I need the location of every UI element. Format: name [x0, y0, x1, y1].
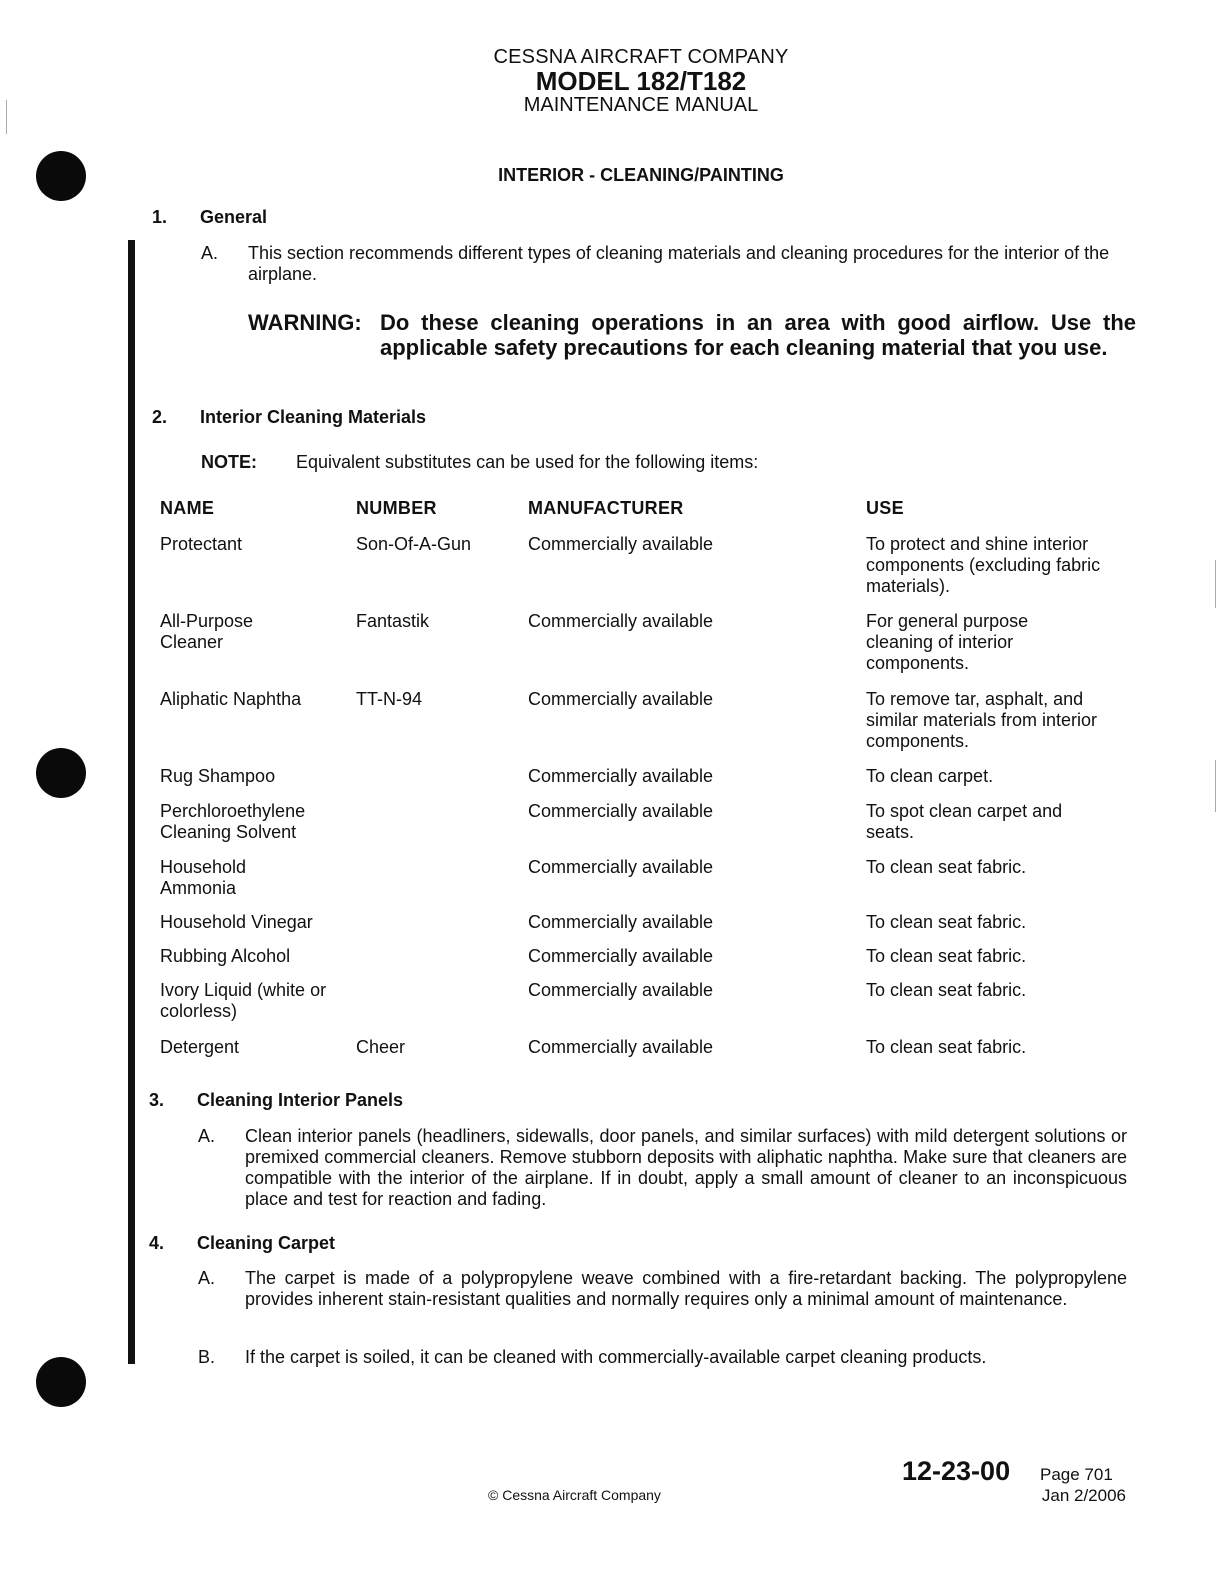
cell-manufacturer: Commercially available [528, 912, 714, 932]
punch-hole-middle [36, 748, 86, 798]
section-number: 2. [152, 407, 168, 427]
column-header-manufacturer: MANUFACTURER [528, 498, 684, 518]
note-text: Equivalent substitutes can be used for the following items: [296, 452, 759, 472]
cell-use: To protect and shine interior components (excluding fabric materials). [866, 534, 1101, 596]
cell-manufacturer: Commercially available [528, 534, 714, 554]
cell-manufacturer: Commercially available [528, 980, 714, 1000]
section-code: 12-23-00 [902, 1456, 1011, 1486]
revision-change-bar [128, 240, 135, 1364]
warning-label: WARNING: [248, 310, 362, 335]
cell-manufacturer: Commercially available [528, 857, 714, 877]
cell-manufacturer: Commercially available [528, 801, 714, 821]
general-paragraph: This section recommends different types of cleaning materials and cleaning procedures for the interior of the airplane. [248, 243, 1110, 284]
section-number: 1. [152, 207, 168, 227]
column-header-name: NAME [160, 498, 215, 518]
cell-name: Protectant [160, 534, 243, 554]
item-letter: B. [198, 1347, 216, 1367]
cell-manufacturer: Commercially available [528, 689, 714, 709]
carpet-paragraph-b: If the carpet is soiled, it can be cleaned with commercially-available carpet cleaning products. [245, 1347, 987, 1367]
cell-use: To remove tar, asphalt, and similar materials from interior components. [866, 689, 1098, 751]
cell-use: To clean seat fabric. [866, 980, 1027, 1000]
cell-number: Son-Of-A-Gun [356, 534, 472, 554]
warning-text: Do these cleaning operations in an area with good airflow. Use the applicable safety precautions for each cleaning material that you use. [380, 310, 1136, 360]
page-title: INTERIOR - CLEANING/PAINTING [498, 165, 784, 185]
model-title: MODEL 182/T182 [535, 66, 747, 96]
cell-number: Cheer [356, 1037, 406, 1057]
cell-name: Aliphatic Naphtha [160, 689, 302, 709]
copyright: © Cessna Aircraft Company [488, 1487, 661, 1503]
company-name: CESSNA AIRCRAFT COMPANY [493, 46, 789, 68]
cell-use: To clean seat fabric. [866, 912, 1027, 932]
item-letter: A. [198, 1268, 216, 1288]
cell-use: To clean carpet. [866, 766, 994, 786]
cell-name: Rug Shampoo [160, 766, 276, 786]
punch-hole-bottom [36, 1357, 86, 1407]
scan-mark [1215, 760, 1216, 812]
section-title-panels: Cleaning Interior Panels [197, 1090, 404, 1110]
cell-use: To clean seat fabric. [866, 1037, 1027, 1057]
carpet-paragraph-a: The carpet is made of a polypropylene weave combined with a fire-retardant backing. The polypropylene provides inherent stain-resistant qualities and normally requires only a minimal amount of maintenance. [245, 1268, 1127, 1309]
cell-use: For general purpose cleaning of interior components. [866, 611, 1029, 673]
scan-mark [1215, 560, 1216, 608]
column-header-number: NUMBER [356, 498, 437, 518]
revision-date: Jan 2/2006 [1041, 1486, 1126, 1505]
cell-use: To clean seat fabric. [866, 857, 1027, 877]
item-letter: A. [201, 243, 219, 263]
section-number: 3. [149, 1090, 165, 1110]
cell-number: TT-N-94 [356, 689, 423, 709]
item-letter: A. [198, 1126, 216, 1146]
cell-name: All-Purpose Cleaner [160, 611, 254, 652]
cell-use: To spot clean carpet and seats. [866, 801, 1063, 842]
section-title-general: General [200, 207, 268, 227]
section-number: 4. [149, 1233, 165, 1253]
section-title-carpet: Cleaning Carpet [197, 1233, 336, 1253]
cell-name: Detergent [160, 1037, 240, 1057]
cell-manufacturer: Commercially available [528, 766, 714, 786]
cell-manufacturer: Commercially available [528, 1037, 714, 1057]
section-title-materials: Interior Cleaning Materials [200, 407, 427, 427]
cell-manufacturer: Commercially available [528, 611, 714, 631]
cell-use: To clean seat fabric. [866, 946, 1027, 966]
cell-name: Perchloroethylene Cleaning Solvent [160, 801, 306, 842]
page-number: Page 701 [1040, 1465, 1113, 1484]
cell-name: Rubbing Alcohol [160, 946, 291, 966]
cell-name: Ivory Liquid (white or colorless) [160, 980, 327, 1021]
cell-name: Household Ammonia [160, 857, 247, 898]
cell-manufacturer: Commercially available [528, 946, 714, 966]
manual-title: MAINTENANCE MANUAL [523, 94, 759, 116]
cell-name: Household Vinegar [160, 912, 313, 932]
cell-number: Fantastik [356, 611, 430, 631]
note-label: NOTE: [201, 452, 257, 472]
panels-paragraph: Clean interior panels (headliners, sidewalls, door panels, and similar surfaces) with mild detergent solutions or premixed commercial cleaners. Remove stubborn deposits with aliphatic naphtha. Make sure that cleaners are compatible with the interior of the airplane. If in doubt, apply a small amount of cleaner to an inconspicuous place and test for reaction and fading. [245, 1126, 1127, 1209]
column-header-use: USE [866, 498, 904, 518]
